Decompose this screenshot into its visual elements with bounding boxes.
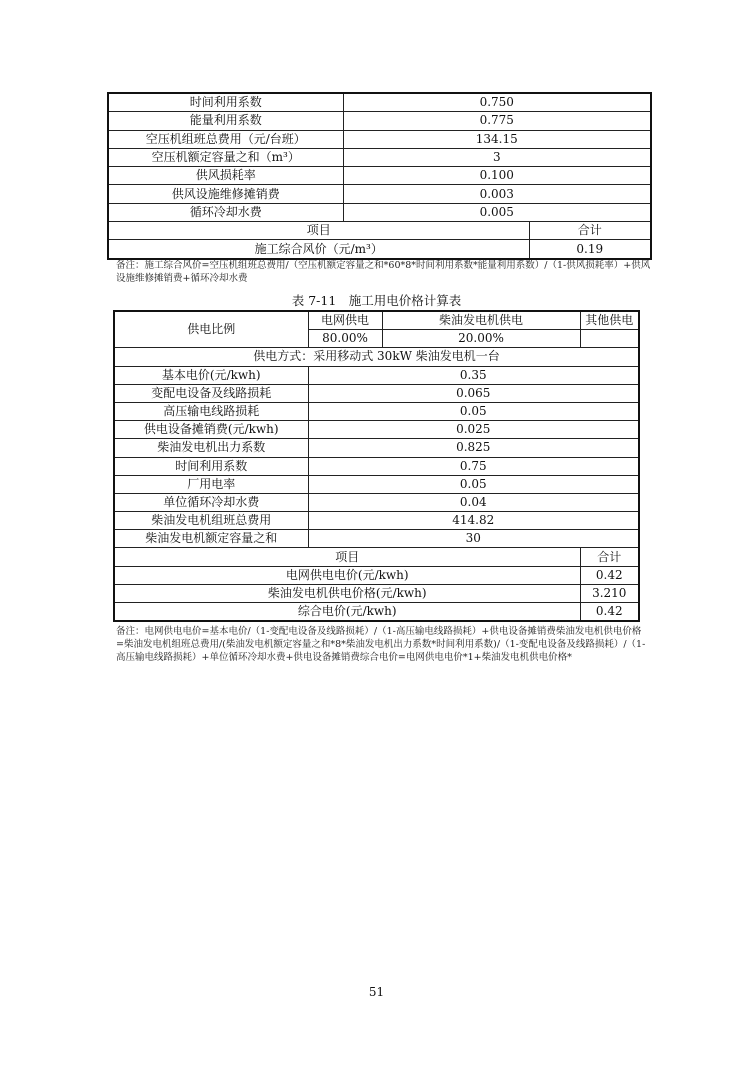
result-value: 3.210 <box>580 584 639 602</box>
table-row <box>108 130 651 148</box>
row-label: 基本电价(元/kwh) <box>114 366 308 384</box>
row-label: 柴油发电机组班总费用 <box>114 512 308 530</box>
table-caption: 表 7-11 施工用电价格计算表 <box>291 293 462 308</box>
table-row <box>114 457 639 475</box>
row-label: 柴油发电机额定容量之和 <box>114 530 308 548</box>
row-label: 循环冷却水费 <box>108 203 343 221</box>
table-row <box>108 112 651 130</box>
row-value: 0.825 <box>308 439 639 457</box>
table-row <box>108 148 651 166</box>
table-row <box>108 167 651 185</box>
table-row <box>108 203 651 221</box>
row-label: 变配电设备及线路损耗 <box>114 384 308 402</box>
row-value: 0.003 <box>343 185 651 203</box>
table-row <box>114 439 639 457</box>
row-value: 134.15 <box>343 130 651 148</box>
table-row <box>114 366 639 384</box>
row-value: 0.04 <box>308 493 639 511</box>
grid-percent: 80.00% <box>308 330 382 348</box>
table-row <box>114 493 639 511</box>
row-value: 30 <box>308 530 639 548</box>
row-value: 0.005 <box>343 203 651 221</box>
row-value: 0.750 <box>343 93 651 112</box>
row-value: 0.065 <box>308 384 639 402</box>
table-header-row <box>108 222 651 240</box>
col-diesel: 柴油发电机供电 <box>382 311 580 330</box>
table-row <box>114 475 639 493</box>
row-value: 3 <box>343 148 651 166</box>
header-item: 项目 <box>108 222 529 240</box>
col-grid: 电网供电 <box>308 311 382 330</box>
col-other: 其他供电 <box>580 311 639 330</box>
table-result-row <box>114 603 639 622</box>
row-label: 时间利用系数 <box>108 93 343 112</box>
table-result-row <box>114 584 639 602</box>
row-label: 能量利用系数 <box>108 112 343 130</box>
power-price-table <box>113 310 640 622</box>
row-value: 0.025 <box>308 421 639 439</box>
ratio-label: 供电比例 <box>114 311 308 348</box>
table-result-row <box>114 566 639 584</box>
result-label: 综合电价(元/kwh) <box>114 603 580 622</box>
wind-price-table <box>107 92 652 260</box>
table-row <box>108 185 651 203</box>
result-value: 0.19 <box>529 240 651 259</box>
table-result-row <box>108 240 651 259</box>
result-label: 柴油发电机供电价格(元/kwh) <box>114 584 580 602</box>
wind-table-note: 备注：施工综合风价=空压机组班总费用/（空压机额定容量之和*60*8*时间利用系数*能量利用系数）/（1-供风损耗率）+供风设施维修摊销费+循环冷却水费 <box>116 260 651 284</box>
row-label: 供电设备摊销费(元/kwh) <box>114 421 308 439</box>
table-row <box>114 384 639 402</box>
row-label: 高压输电线路损耗 <box>114 402 308 420</box>
row-value: 0.05 <box>308 475 639 493</box>
row-value: 0.775 <box>343 112 651 130</box>
result-value: 0.42 <box>580 603 639 622</box>
table-row <box>108 93 651 112</box>
result-label: 电网供电电价(元/kwh) <box>114 566 580 584</box>
row-label: 供风设施维修摊销费 <box>108 185 343 203</box>
row-label: 柴油发电机出力系数 <box>114 439 308 457</box>
other-percent <box>580 330 639 348</box>
row-label: 空压机组班总费用（元/台班） <box>108 130 343 148</box>
table-row <box>114 512 639 530</box>
row-label: 供风损耗率 <box>108 167 343 185</box>
row-label: 时间利用系数 <box>114 457 308 475</box>
result-value: 0.42 <box>580 566 639 584</box>
diesel-percent: 20.00% <box>382 330 580 348</box>
table-row <box>114 530 639 548</box>
table-header-row <box>114 311 639 330</box>
row-value: 0.05 <box>308 402 639 420</box>
row-value: 0.100 <box>343 167 651 185</box>
table-header-row <box>114 548 639 566</box>
row-value: 0.75 <box>308 457 639 475</box>
header-total: 合计 <box>580 548 639 566</box>
page-number: 51 <box>368 985 385 999</box>
table-row <box>114 402 639 420</box>
header-item: 项目 <box>114 548 580 566</box>
row-label: 单位循环冷却水费 <box>114 493 308 511</box>
power-table-note: 备注：电网供电电价=基本电价/（1-变配电设备及线路损耗）/（1-高压输电线路损耗）+供电设备摊销费柴油发电机供电价格=柴油发电机组班总费用/(柴油发电机额定容量之和*8*柴油发电机出力系数*时间利用系数)/（1-变配电设备及线路损耗）/（1-高压输电线路损耗）+单位循环冷却水费+供电设备摊销费综合电价=电网供电电价*1+柴油发电机供电价格* <box>116 626 646 663</box>
table-row <box>114 421 639 439</box>
row-label: 空压机额定容量之和（m³） <box>108 148 343 166</box>
row-value: 0.35 <box>308 366 639 384</box>
row-value: 414.82 <box>308 512 639 530</box>
result-label: 施工综合风价（元/m³） <box>108 240 529 259</box>
supply-mode: 供电方式：采用移动式 30kW 柴油发电机一台 <box>114 348 639 366</box>
row-label: 厂用电率 <box>114 475 308 493</box>
table-row <box>114 348 639 366</box>
header-total: 合计 <box>529 222 651 240</box>
